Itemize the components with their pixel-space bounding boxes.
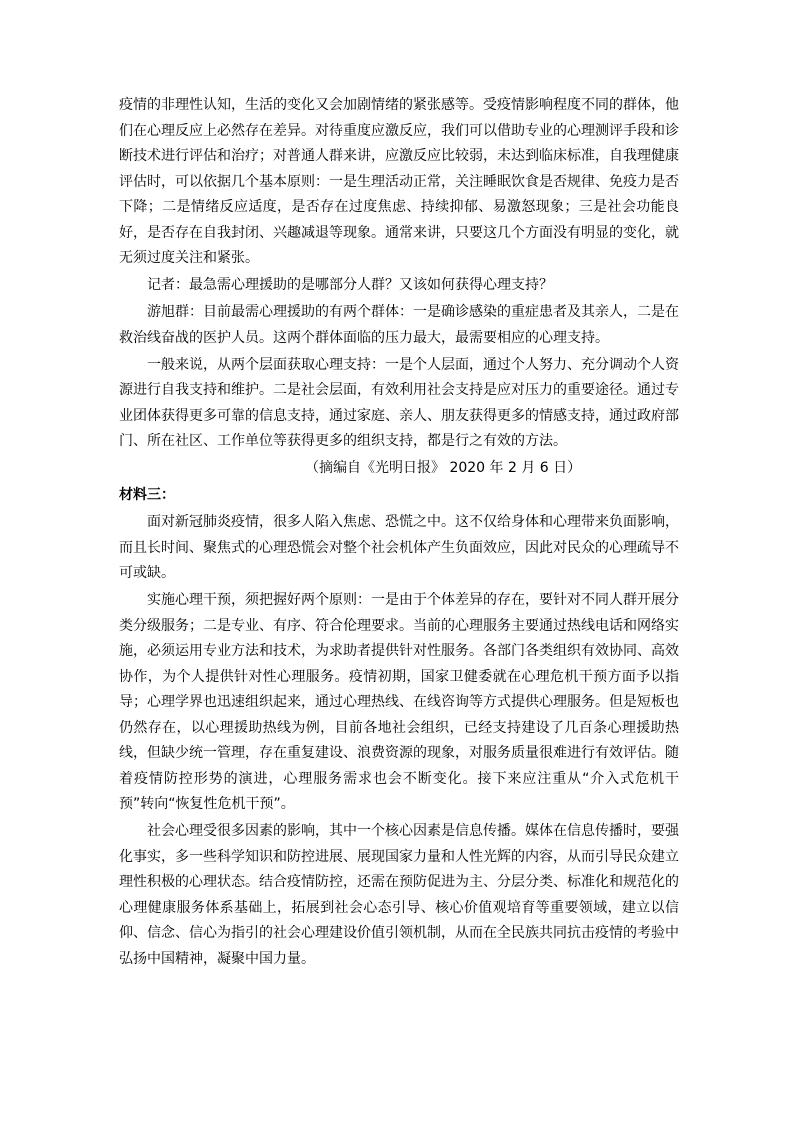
material-three-paragraph-1: 面对新冠肺炎疫情，很多人陷入焦虑、恐慌之中。这不仅给身体和心理带来负面影响，而且长时间、聚焦式的心理恐慌会对整个社会机体产生负面效应，因此对民众的心理疏导不可或缺。 <box>119 514 679 581</box>
document-page <box>119 93 679 974</box>
interviewee-answer: 游旭群：目前最需心理援助的有两个群体：一是确诊感染的重症患者及其亲人，二是在救治线奋战的医护人员。这两个群体面临的压力最大，最需要相应的心理支持。 <box>119 304 679 346</box>
paragraph-continued: 疫情的非理性认知，生活的变化又会加剧情绪的紧张感等。受疫情影响程度不同的群体，他们在心理反应上必然存在差异。对待重度应激反应，我们可以借助专业的心理测评手段和诊断技术进行评估和治疗；对普通人群来讲，应激反应比较弱，未达到临床标准，自我理健康评估时，可以依据几个基本原则：一是生理活动正常，关注睡眠饮食是否规律、免疫力是否下降；二是情绪反应适度，是否存在过度焦虑、持续抑郁、易激怒现象；三是社会功能良好，是否存在自我封闭、兴趣减退等现象。通常来讲，只要这几个方面没有明显的变化，就无须过度关注和紧张。 <box>119 97 679 266</box>
reporter-question: 记者：最急需心理援助的是哪部分人群？又该如何获得心理支持？ <box>147 277 553 293</box>
section-title: 材料三： <box>119 487 175 503</box>
source-citation: （摘编自《光明日报》 2020 年 2 月 6 日） <box>305 460 582 476</box>
material-three-paragraph-3: 社会心理受很多因素的影响，其中一个核心因素是信息传播。媒体在信息传播时，要强化事实，多一些科学知识和防控进展、展现国家力量和人性光辉的内容，从而引导民众建立理性积极的心理状态。结合疫情防控，还需在预防促进为主、分层分类、标准化和规范化的心理健康服务体系基础上，拓展到社会心态引导、核心价值观培育等重要领域，建立以信仰、信念、信心为指引的社会心理建设价值引领机制，从而在全民族共同抗击疫情的考验中弘扬中国精神，凝聚中国力量。 <box>119 823 679 967</box>
support-paragraph: 一般来说，从两个层面获取心理支持：一是个人层面，通过个人努力、充分调动个人资源进行自我支持和维护。二是社会层面，有效利用社会支持是应对压力的重要途径。通过专业团体获得更多可靠的信息支持，通过家庭、亲人、朋友获得更多的情感支持，通过政府部门、所在社区、工作单位等获得更多的组织支持，都是行之有效的方法。 <box>119 356 679 449</box>
material-three-paragraph-2: 实施心理干预，须把握好两个原则：一是由于个体差异的存在，要针对不同人群开展分类分级服务；二是专业、有序、符合伦理要求。当前的心理服务主要通过热线电话和网络实施，必须运用专业方法和技术，为求助者提供针对性服务。各部门各类组织有效协同、高效协作，为个人提供针对性心理服务。疫情初期，国家卫健委就在心理危机干预方面予以指导；心理学界也迅速组织起来，通过心理热线、在线咨询等方式提供心理服务。但是短板也仍然存在，以心理援助热线为例，目前各地社会组织，已经支持建设了几百条心理援助热线，但缺少统一管理，存在重复建设、浪费资源的现象，对服务质量很难进行有效评估。随着疫情防控形势的演进，心理服务需求也会不断变化。接下来应注重从“介入式危机干预”转向“恢复性危机干预”。 <box>119 592 679 812</box>
